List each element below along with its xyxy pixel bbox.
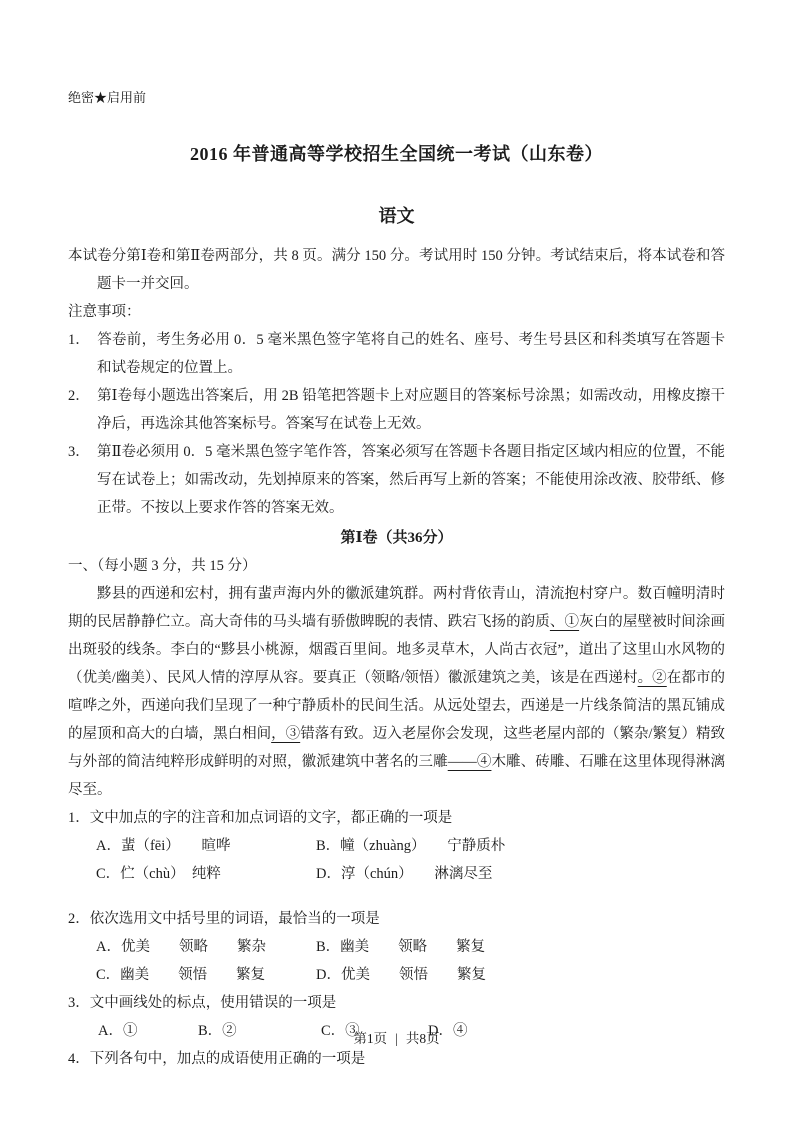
security-notice: 绝密★启用前 <box>68 90 147 105</box>
passage-underlined-mark-3: ，③ <box>271 726 301 742</box>
note-text: 第Ⅱ卷必须用 0．5 毫米黑色签字笔作答，答案必须写在答题卡各题目指定区域内相应的位置，不能写在试卷上；如需改动，先划掉原来的答案，然后再写上新的答案；不能使用涂改液、胶带纸、修正带。不按以上要求作答的答案无效。 <box>97 444 725 516</box>
passage-underlined-mark-2: 。② <box>637 670 667 686</box>
note-number: 3． <box>68 444 90 460</box>
question-3-stem: 3．文中画线处的标点，使用错误的一项是 <box>68 995 337 1011</box>
option-a: A．① <box>98 1023 138 1039</box>
notes-title: 注意事项： <box>68 304 141 320</box>
page-total: 共8页 <box>405 1031 440 1046</box>
subject-title: 语文 <box>378 206 415 226</box>
reading-passage <box>68 580 725 804</box>
question-1-options <box>68 832 725 888</box>
option-c: C．幽美 领悟 繁复 <box>96 967 266 983</box>
option-c: C．③ <box>321 1023 360 1039</box>
note-number: 1． <box>68 332 90 348</box>
part-1-header: 一、（每小题 3 分，共 15 分） <box>68 558 257 574</box>
passage-segment: 在都市的喧哗之外，西递向我们呈现了一种宁静质朴的民间生活。从远处望去，西递是一片线条简洁的黑瓦铺成的屋顶和高大的白墙，黑白相间 <box>68 670 726 742</box>
note-text: 答卷前，考生务必用 0．5 毫米黑色签字笔将自己的姓名、座号、考生号县区和科类填写在答题卡和试卷规定的位置上。 <box>97 332 725 376</box>
note-item-3 <box>68 438 725 522</box>
option-a: A．蜚（fēi） 暄哗 <box>96 838 231 854</box>
footer-separator: | <box>395 1031 398 1046</box>
question-1 <box>68 804 725 888</box>
question-2-options <box>68 933 725 989</box>
note-number: 2． <box>68 388 90 404</box>
option-b: B．② <box>198 1023 237 1039</box>
exam-title: 2016 年普通高等学校招生全国统一考试（山东卷） <box>190 144 603 164</box>
note-item-1 <box>68 326 725 382</box>
passage-segment: 黟县的西递和宏村，拥有蜚声海内外的徽派建筑群。两村背依青山，清流抱村穿户。数百幢明清时期的民居静静伫立。高大奇伟的马头墙有骄傲睥睨的表情、跌宕飞扬的韵质 <box>68 586 725 630</box>
question-2-stem: 2．依次选用文中括号里的词语，最恰当的一项是 <box>68 911 380 927</box>
intro-paragraph: 本试卷分第Ⅰ卷和第Ⅱ卷两部分，共 8 页。满分 150 分。考试用时 150 分钟。考试结束后，将本试卷和答题卡一并交回。 <box>68 248 725 292</box>
question-4-stem: 4．下列各句中，加点的成语使用正确的一项是 <box>68 1051 366 1067</box>
note-item-2 <box>68 382 725 438</box>
note-text: 第Ⅰ卷每小题选出答案后，用 2B 铅笔把答题卡上对应题目的答案标号涂黑；如需改动，用橡皮擦干净后，再选涂其他答案标号。答案写在试卷上无效。 <box>97 388 725 432</box>
passage-underlined-mark-4: ——④ <box>447 754 492 770</box>
option-a: A．优美 领略 繁杂 <box>96 939 266 955</box>
option-d: D．优美 领悟 繁复 <box>316 967 486 983</box>
section-1-header: 第Ⅰ卷（共36分） <box>340 530 453 546</box>
option-b: B．幽美 领略 繁复 <box>316 939 486 955</box>
page-number: 第1页 <box>353 1031 388 1046</box>
passage-segment: 木雕、砖雕、石雕在这里体现得淋漓尽至。 <box>68 754 726 798</box>
page-footer <box>0 1030 793 1048</box>
passage-segment: 错落有致。迈入老屋你会发现，这些老屋内部的（繁杂/繁复）精致与外部的简洁纯粹形成鲜明的对照，徽派建筑中著名的三雕 <box>68 726 726 770</box>
passage-segment: 灰白的屋壁被时间涂画出斑驳的线条。李白的“黟县小桃源，烟霞百里间。地多灵草木，人尚古衣冠”，道出了这里山水风物的（优美/幽美）、民风人情的淳厚从容。要真正（领略/领悟）徽派建筑之美，该是在西递村 <box>68 614 726 686</box>
option-b: B．幢（zhuàng） 宁静质朴 <box>316 838 506 854</box>
option-c: C．伫（chù） 纯粹 <box>96 866 221 882</box>
option-d: D．淳（chún） 淋漓尽至 <box>316 866 493 882</box>
question-4 <box>68 1045 725 1073</box>
question-2 <box>68 905 725 989</box>
passage-underlined-mark-1: 、① <box>549 614 580 630</box>
question-1-stem: 1．文中加点的字的注音和加点词语的文字，都正确的一项是 <box>68 810 453 826</box>
option-d: D．④ <box>428 1023 468 1039</box>
